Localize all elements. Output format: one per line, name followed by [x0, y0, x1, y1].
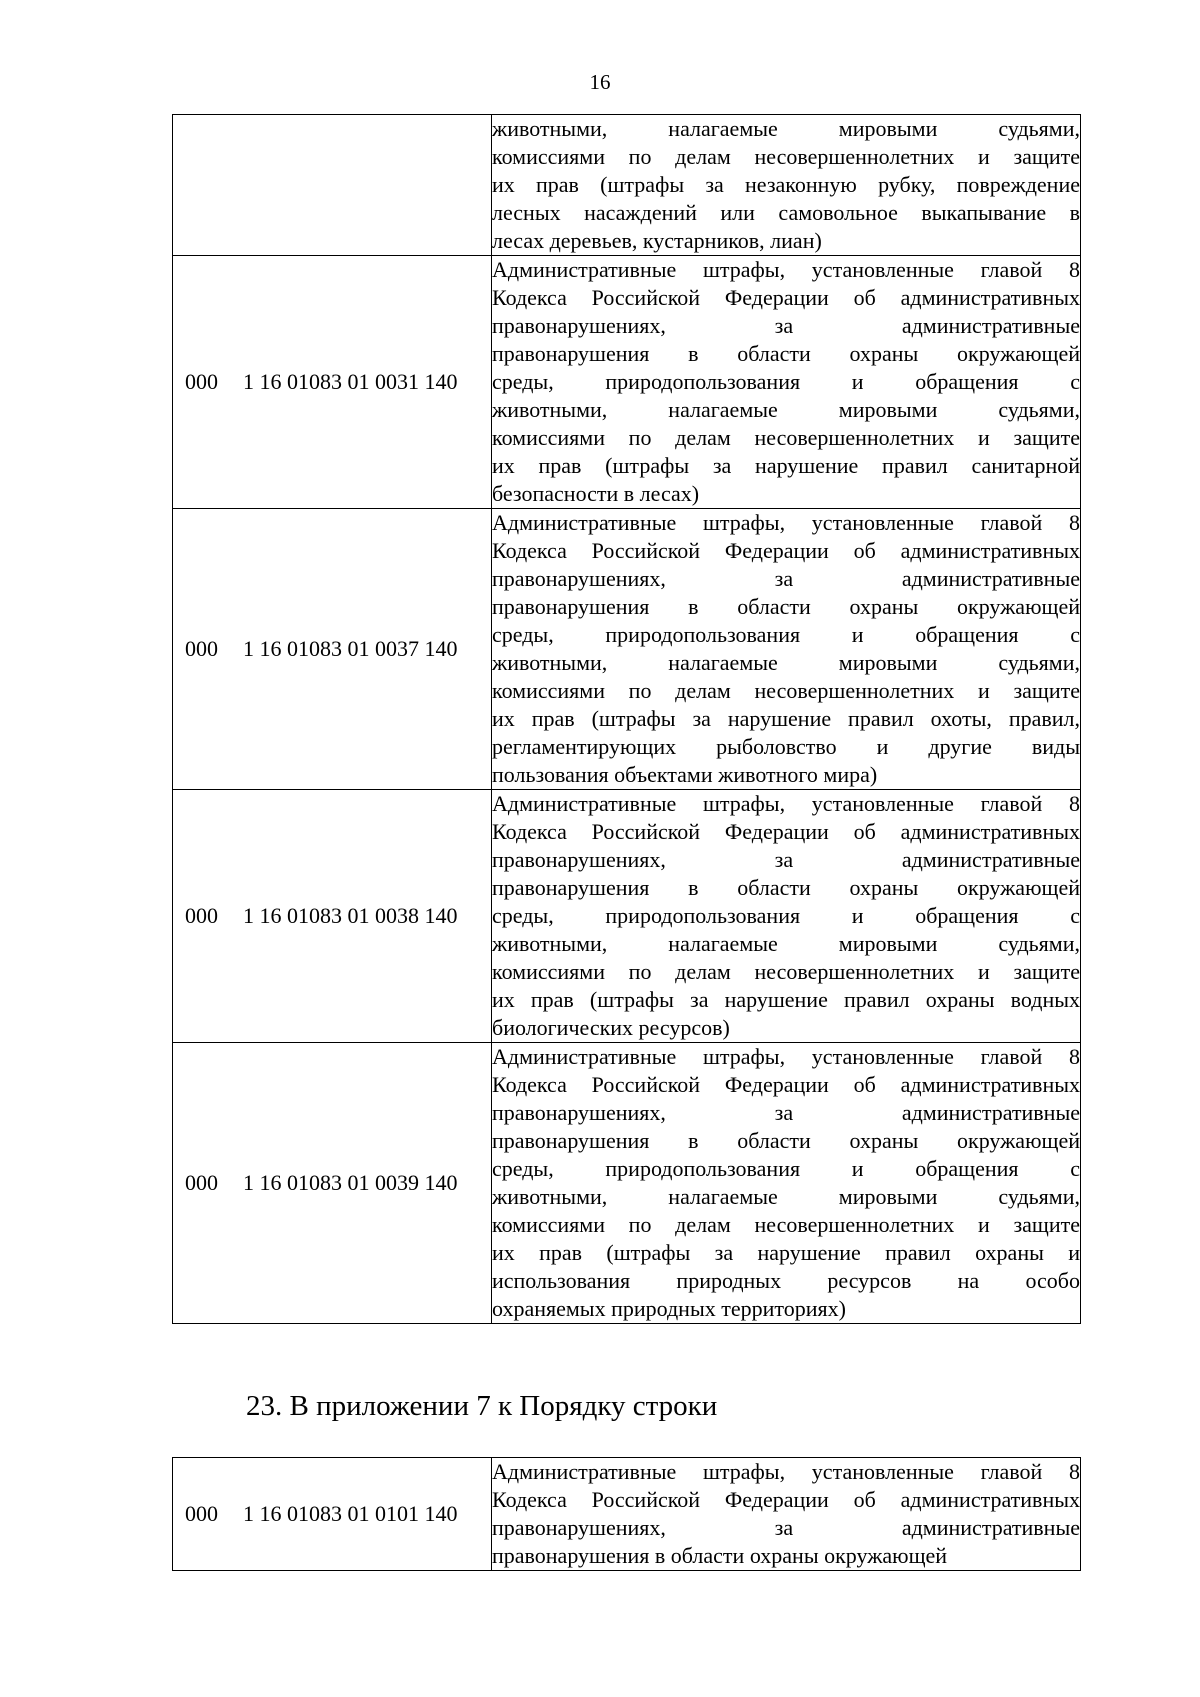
- description-cell: [492, 509, 1081, 790]
- description-line: лесных насаждений или самовольное выкапывание в: [492, 200, 1080, 225]
- description-line: Административные штрафы, установленные главой 8: [492, 1044, 1080, 1069]
- table-row: [173, 256, 1081, 509]
- description-line: животными, налагаемые мировыми судьями,: [492, 931, 1080, 956]
- description-cell: [492, 256, 1081, 509]
- code-cell: [173, 115, 492, 256]
- description-line: Кодекса Российской Федерации об административных: [492, 819, 1080, 844]
- admin-code: 000: [185, 369, 218, 394]
- section-heading: 23. В приложении 7 к Порядку строки: [246, 1390, 718, 1422]
- description-line: правонарушениях, за административные: [492, 313, 1080, 338]
- description-cell: [492, 115, 1081, 256]
- admin-code: 000: [185, 636, 218, 661]
- table-row: [173, 1458, 1081, 1571]
- description-line: безопасности в лесах): [492, 481, 700, 506]
- description-line: их прав (штрафы за нарушение правил охраны и: [492, 1240, 1080, 1265]
- kbk-code: 1 16 01083 01 0037 140: [243, 636, 458, 661]
- description-line: регламентирующих рыболовство и другие виды: [492, 734, 1080, 759]
- admin-code: 000: [185, 1501, 218, 1526]
- description-line: животными, налагаемые мировыми судьями,: [492, 650, 1080, 675]
- description-line: Кодекса Российской Федерации об административных: [492, 538, 1080, 563]
- kbk-table-appendix-7: [172, 1457, 1081, 1571]
- admin-code: 000: [185, 1170, 218, 1195]
- description-line: Кодекса Российской Федерации об административных: [492, 1487, 1080, 1512]
- description-line: их прав (штрафы за нарушение правил охраны водных: [492, 987, 1080, 1012]
- description-line: их прав (штрафы за незаконную рубку, повреждение: [492, 172, 1080, 197]
- kbk-code: 1 16 01083 01 0039 140: [243, 1170, 458, 1195]
- description-line: животными, налагаемые мировыми судьями,: [492, 116, 1080, 141]
- code-wrapper: [173, 902, 491, 930]
- kbk-table-body: [173, 1458, 1081, 1571]
- page-number: 16: [589, 70, 611, 94]
- description-line: правонарушения в области охраны окружающей: [492, 1128, 1080, 1153]
- description-line: их прав (штрафы за нарушение правил охоты, правил,: [492, 706, 1080, 731]
- description-line: среды, природопользования и обращения с: [492, 903, 1080, 928]
- description-line: лесах деревьев, кустарников, лиан): [492, 228, 822, 253]
- code-wrapper: [173, 368, 491, 396]
- code-wrapper: [173, 1169, 491, 1197]
- description-line: правонарушения в области охраны окружающей: [492, 1543, 948, 1568]
- description-line: комиссиями по делам несовершеннолетних и защите: [492, 1212, 1080, 1237]
- table-row: [173, 790, 1081, 1043]
- description-cell: [492, 1043, 1081, 1324]
- description-line: Административные штрафы, установленные главой 8: [492, 1459, 1080, 1484]
- description-line: комиссиями по делам несовершеннолетних и защите: [492, 425, 1080, 450]
- description-line: среды, природопользования и обращения с: [492, 1156, 1080, 1181]
- description-line: охраняемых природных территориях): [492, 1296, 846, 1321]
- description-line: Кодекса Российской Федерации об административных: [492, 285, 1080, 310]
- description-line: правонарушения в области охраны окружающей: [492, 875, 1080, 900]
- description-line: правонарушениях, за административные: [492, 1515, 1080, 1540]
- kbk-code: 1 16 01083 01 0038 140: [243, 903, 458, 928]
- description-line: среды, природопользования и обращения с: [492, 622, 1080, 647]
- table-row: [173, 115, 1081, 256]
- code-cell: [173, 1458, 492, 1571]
- kbk-table-continued: [172, 114, 1081, 1324]
- code-wrapper: [173, 1500, 491, 1528]
- code-cell: [173, 256, 492, 509]
- table-row: [173, 1043, 1081, 1324]
- description-line: Кодекса Российской Федерации об административных: [492, 1072, 1080, 1097]
- description-line: правонарушения в области охраны окружающей: [492, 594, 1080, 619]
- code-wrapper: [173, 635, 491, 663]
- code-cell: [173, 509, 492, 790]
- admin-code: 000: [185, 903, 218, 928]
- description-line: среды, природопользования и обращения с: [492, 369, 1080, 394]
- kbk-table-body: [173, 115, 1081, 1324]
- description-cell: [492, 1458, 1081, 1571]
- code-cell: [173, 1043, 492, 1324]
- kbk-code: 1 16 01083 01 0031 140: [243, 369, 458, 394]
- description-line: комиссиями по делам несовершеннолетних и защите: [492, 144, 1080, 169]
- description-line: животными, налагаемые мировыми судьями,: [492, 397, 1080, 422]
- description-line: правонарушения в области охраны окружающей: [492, 341, 1080, 366]
- description-line: Административные штрафы, установленные главой 8: [492, 510, 1080, 535]
- description-line: пользования объектами животного мира): [492, 762, 878, 787]
- description-line: биологических ресурсов): [492, 1015, 730, 1040]
- description-line: правонарушениях, за административные: [492, 847, 1080, 872]
- kbk-code: 1 16 01083 01 0101 140: [243, 1501, 458, 1526]
- table-row: [173, 509, 1081, 790]
- description-line: комиссиями по делам несовершеннолетних и защите: [492, 959, 1080, 984]
- description-line: Административные штрафы, установленные главой 8: [492, 791, 1080, 816]
- code-cell: [173, 790, 492, 1043]
- description-line: правонарушениях, за административные: [492, 1100, 1080, 1125]
- description-line: Административные штрафы, установленные главой 8: [492, 257, 1080, 282]
- description-line: использования природных ресурсов на особо: [492, 1268, 1080, 1293]
- description-cell: [492, 790, 1081, 1043]
- description-line: их прав (штрафы за нарушение правил санитарной: [492, 453, 1080, 478]
- description-line: комиссиями по делам несовершеннолетних и защите: [492, 678, 1080, 703]
- description-line: правонарушениях, за административные: [492, 566, 1080, 591]
- description-line: животными, налагаемые мировыми судьями,: [492, 1184, 1080, 1209]
